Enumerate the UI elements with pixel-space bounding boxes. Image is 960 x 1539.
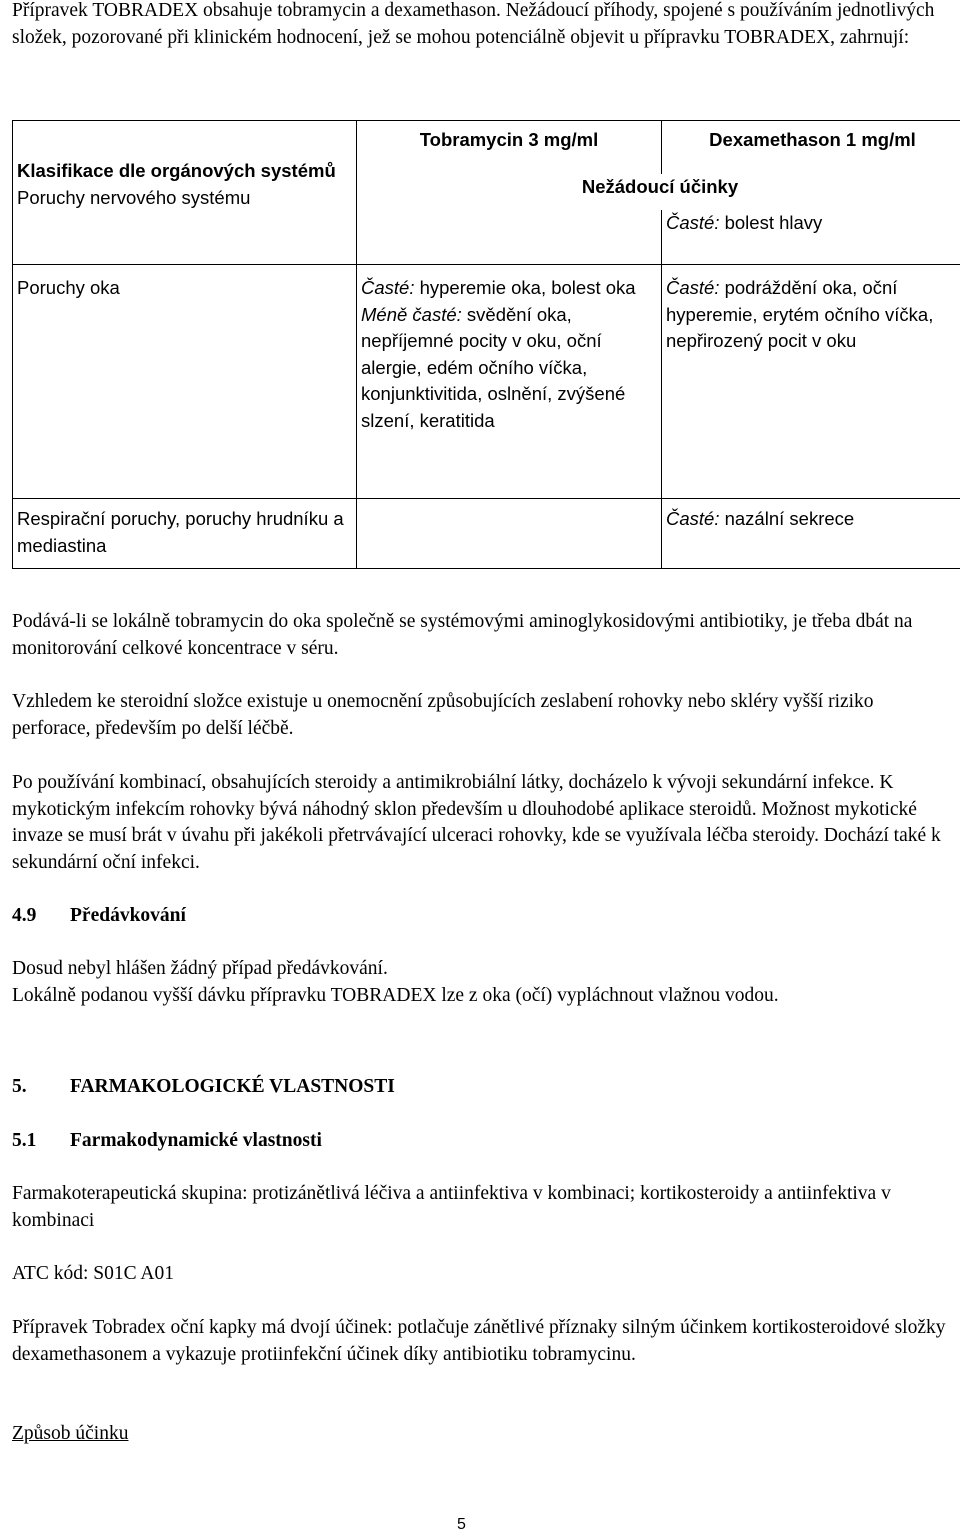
section-number: 5.1 <box>12 1128 70 1155</box>
respiratory-dexa-text: nazální sekrece <box>719 508 854 529</box>
section-title: FARMAKOLOGICKÉ VLASTNOSTI <box>70 1076 395 1097</box>
section-5-1-heading <box>12 1128 947 1155</box>
organ-eye: Poruchy oka <box>13 265 357 499</box>
section-5-heading <box>12 1074 947 1101</box>
overdose-line-1: Dosud nebyl hlášen žádný případ předávkování. <box>12 956 947 983</box>
frequency-label: Časté: <box>666 277 719 298</box>
frequency-label: Časté: <box>666 508 719 529</box>
adverse-effects-label: Nežádoucí účinky <box>357 174 960 210</box>
mechanism-heading: Způsob účinku <box>12 1421 947 1448</box>
eye-tobramycin-common-text: hyperemie oka, bolest oka <box>414 277 635 298</box>
section-number: 5. <box>12 1074 70 1101</box>
respiratory-tobramycin-cell <box>357 499 662 569</box>
intro-paragraph: Přípravek TOBRADEX obsahuje tobramycin a dexamethason. Nežádoucí příhody, spojené s používáním jednotlivých složek, pozorované při klinickém hodnocení, jež se mohou potenciálně objevit u přípravku TOBRADEX, zahrnují: <box>12 0 947 51</box>
nervous-dexa-cell <box>662 210 960 265</box>
organ-class-header-cell <box>13 121 357 265</box>
dual-effect-paragraph: Přípravek Tobradex oční kapky má dvojí účinek: potlačuje zánětlivé příznaky silným účinkem kortikosteroidové složky dexamethasonem a vykazuje protiinfekční účinek díky antibiotiku tobramycinu. <box>12 1315 947 1368</box>
atc-code: ATC kód: S01C A01 <box>12 1261 947 1288</box>
eye-dexa-cell <box>662 265 960 499</box>
section-number: 4.9 <box>12 903 70 930</box>
frequency-label: Časté: <box>666 212 719 233</box>
organ-respiratory: Respirační poruchy, poruchy hrudníku a mediastina <box>13 499 357 569</box>
paragraph-perforation: Vzhledem ke steroidní složce existuje u onemocnění způsobujících zeslabení rohovky nebo skléry vyšší riziko perforace, především po delší léčbě. <box>12 689 947 742</box>
nervous-tobramycin-cell <box>357 210 662 265</box>
paragraph-secondary-infection: Po používání kombinací, obsahujících steroidy a antimikrobiální látky, docházelo k vývoji sekundární infekce. K mykotickým infekcím rohovky bývá náhodný sklon především u dlouhodobé aplikace steroidů. Možnost mykotické invaze se musí brát v úvahu při jakékoli přetrvávající ulceraci rohovky, kde se využívala léčba steroidy. Dochází také k sekundární oční infekci. <box>12 770 947 876</box>
organ-nervous-system: Poruchy nervového systému <box>17 185 352 212</box>
overdose-line-2: Lokálně podanou vyšší dávku přípravku TOBRADEX lze z oka (očí) vypláchnout vlažnou vodou. <box>12 983 947 1010</box>
pharmacotherapeutic-group: Farmakoterapeutická skupina: protizánětlivá léčiva a antiinfektiva v kombinaci; kortikosteroidy a antiinfektiva v kombinaci <box>12 1181 947 1234</box>
organ-class-header: Klasifikace dle orgánových systémů <box>17 158 352 185</box>
eye-dexa-text: podráždění oka, oční hyperemie, erytém očního víčka, nepřirozený pocit v oku <box>666 277 933 351</box>
page-number: 5 <box>457 1512 466 1539</box>
paragraph-monitoring: Podává-li se lokálně tobramycin do oka společně se systémovými aminoglykosidovými antibiotiky, je třeba dbát na monitorování celkové koncentrace v séru. <box>12 609 947 662</box>
frequency-label: Časté: <box>361 277 414 298</box>
frequency-label: Méně časté: <box>361 304 462 325</box>
eye-tobramycin-cell <box>357 265 662 499</box>
section-title: Farmakodynamické vlastnosti <box>70 1130 322 1151</box>
respiratory-dexa-cell <box>662 499 960 569</box>
col-header-dexamethason: Dexamethason 1 mg/ml <box>662 121 960 174</box>
section-4-9-heading <box>12 903 947 930</box>
eye-tobramycin-uncommon-text: svědění oka, nepříjemné pocity v oku, oční alergie, edém očního víčka, konjunktivitida, oslnění, zvýšené slzení, keratitida <box>361 304 625 431</box>
col-header-tobramycin: Tobramycin 3 mg/ml <box>357 121 662 174</box>
nervous-dexa-text: bolest hlavy <box>719 212 822 233</box>
section-title: Předávkování <box>70 905 186 926</box>
adverse-effects-table <box>12 120 960 569</box>
